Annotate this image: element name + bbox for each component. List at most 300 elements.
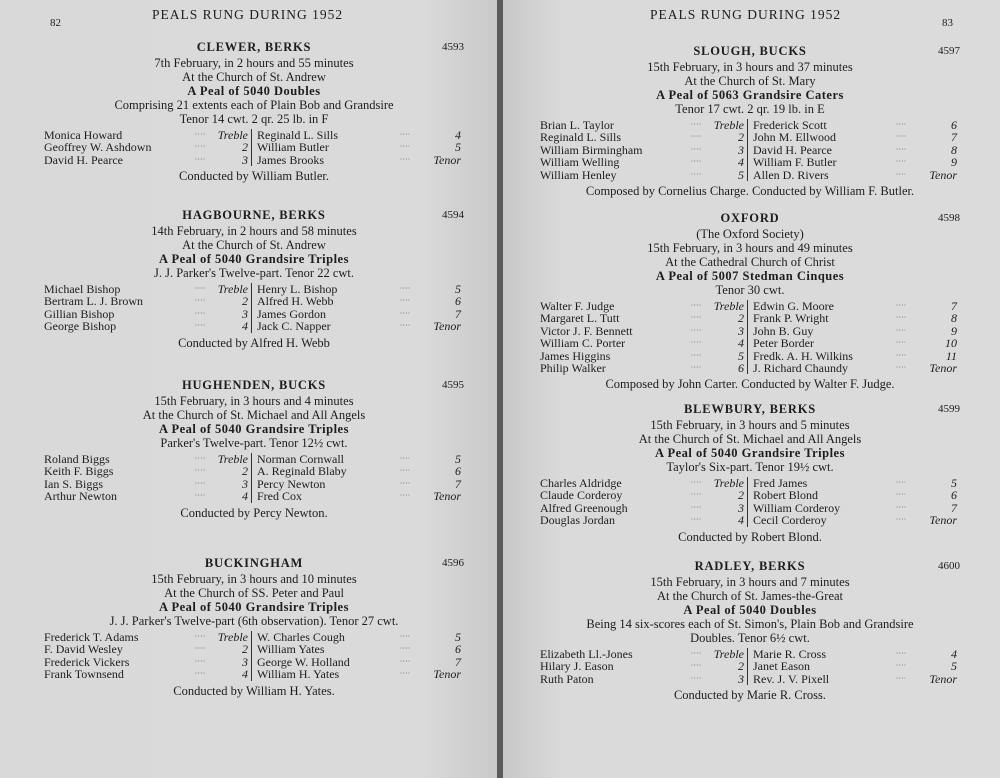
leader-dots: ···· — [194, 130, 206, 139]
ringer-name: Claude Corderoy — [540, 488, 623, 503]
band-list — [44, 631, 464, 681]
ringer-name: William Welling — [540, 155, 620, 170]
leader-dots: ···· — [690, 490, 702, 500]
peal-number: 4600 — [938, 560, 960, 572]
bell-position: 2 — [738, 311, 744, 326]
ringer-row — [753, 660, 960, 672]
ringer-row — [753, 362, 960, 374]
leader-dots: ···· — [194, 656, 206, 666]
leader-dots: ···· — [399, 491, 411, 501]
bell-position: 4 — [738, 155, 744, 170]
leader-dots: ···· — [194, 321, 206, 331]
ringer-name: William Yates — [257, 642, 325, 657]
peal-detail-line: 14th February, in 2 hours and 58 minutes — [151, 224, 357, 238]
peal-detail-line: At the Church of SS. Peter and Paul — [164, 586, 344, 600]
bell-position: Tenor — [929, 513, 957, 528]
leader-dots: ···· — [399, 142, 411, 152]
bell-position: 6 — [455, 642, 461, 657]
ringer-name: Frank P. Wright — [753, 311, 829, 326]
ringer-name: Victor J. F. Bennett — [540, 323, 633, 338]
band-column-left — [540, 300, 747, 374]
ringer-name: William Corderoy — [753, 500, 841, 515]
ringer-name: William Birmingham — [540, 142, 643, 157]
peal-detail-line: 15th February, in 3 hours and 5 minutes — [650, 418, 850, 432]
peal-detail-line: Tenor 17 cwt. 2 qr. 19 lb. in E — [675, 102, 825, 116]
leader-dots: ···· — [194, 308, 206, 318]
leader-dots: ···· — [895, 132, 907, 142]
ringer-name: Cecil Corderoy — [753, 513, 827, 528]
peal-detail-line: 15th February, in 3 hours and 37 minutes — [647, 60, 853, 74]
leader-dots: ···· — [895, 120, 907, 129]
leader-dots: ···· — [690, 502, 702, 512]
leader-dots: ···· — [194, 491, 206, 501]
band-column-left — [540, 119, 747, 181]
ringer-name: W. Charles Cough — [257, 630, 345, 644]
ringer-name: Jack C. Napper — [257, 319, 331, 334]
ringer-name: Keith F. Biggs — [44, 464, 114, 479]
ringer-name: Roland Biggs — [44, 452, 110, 466]
peal-header — [540, 44, 960, 60]
leader-dots: ···· — [194, 632, 206, 641]
ringer-name: Fredk. A. H. Wilkins — [753, 348, 853, 363]
band-column-left — [44, 453, 251, 503]
ringer-name: Margaret L. Tutt — [540, 311, 620, 326]
ringer-name: Peter Border — [753, 336, 814, 351]
conductor-line: Conducted by Robert Blond. — [678, 529, 822, 544]
band-list — [540, 648, 960, 685]
bell-position: Tenor — [929, 167, 957, 182]
leader-dots: ···· — [194, 454, 206, 463]
band-column-left — [540, 477, 747, 527]
leader-dots: ···· — [690, 120, 702, 129]
peal-place: SLOUGH, BUCKS — [693, 44, 807, 58]
ringer-row — [257, 141, 464, 153]
bell-position: 3 — [738, 671, 744, 686]
band-list — [540, 119, 960, 181]
leader-dots: ···· — [895, 490, 907, 500]
bell-position: Treble — [217, 128, 248, 142]
peal-detail-line: A Peal of 5040 Doubles — [187, 84, 321, 98]
peal-detail-line: At the Church of St. Michael and All Angels — [638, 432, 862, 446]
ringer-name: Percy Newton — [257, 476, 326, 491]
peal-entry — [44, 556, 464, 698]
ringer-name: Robert Blond — [753, 488, 818, 503]
ringer-name: James Higgins — [540, 348, 611, 363]
peal-header — [44, 556, 464, 572]
bell-position: 3 — [738, 142, 744, 157]
peal-detail-line: Taylor's Six-part. Tenor 19½ cwt. — [666, 460, 834, 474]
peal-place: RADLEY, BERKS — [694, 559, 806, 573]
ringer-name: Allen D. Rivers — [753, 167, 829, 182]
ringer-row — [257, 465, 464, 477]
band-column-left — [44, 631, 251, 681]
band-column-right — [251, 453, 464, 503]
peal-header — [540, 402, 960, 418]
ringer-row — [44, 154, 251, 166]
bell-position: Treble — [217, 452, 248, 466]
ringer-name: Michael Bishop — [44, 282, 121, 296]
leader-dots: ···· — [895, 350, 907, 360]
bell-position: 2 — [242, 140, 248, 155]
ringer-row — [753, 514, 960, 526]
bell-position: Tenor — [433, 319, 461, 334]
leader-dots: ···· — [690, 515, 702, 525]
leader-dots: ···· — [690, 325, 702, 335]
band-column-right — [251, 129, 464, 166]
bell-position: 4 — [455, 128, 461, 142]
ringer-row — [257, 490, 464, 502]
band-column-left — [44, 129, 251, 166]
ringer-row — [44, 643, 251, 655]
bell-position: 9 — [951, 323, 957, 338]
bell-position: 2 — [242, 464, 248, 479]
bell-position: 2 — [242, 294, 248, 309]
leader-dots: ···· — [690, 649, 702, 658]
peal-detail-line: At the Church of St. Andrew — [182, 238, 326, 252]
peal-place: BUCKINGHAM — [204, 556, 304, 570]
bell-position: 6 — [951, 118, 957, 132]
ringer-name: Bertram L. J. Brown — [44, 294, 143, 309]
bell-position: 7 — [455, 476, 461, 491]
peal-detail-line: At the Church of St. Andrew — [182, 70, 326, 84]
band-column-right — [747, 648, 960, 685]
bell-position: 5 — [455, 140, 461, 155]
peal-detail-line: A Peal of 5007 Stedman Cinques — [655, 269, 845, 283]
bell-position: 3 — [738, 500, 744, 515]
bell-position: 8 — [951, 311, 957, 326]
ringer-name: Elizabeth Ll.-Jones — [540, 647, 633, 661]
peal-detail-line: 7th February, in 2 hours and 55 minutes — [154, 56, 354, 70]
ringer-row — [753, 489, 960, 501]
leader-dots: ···· — [690, 144, 702, 154]
peal-entry — [540, 44, 960, 198]
ringer-name: Janet Eason — [753, 659, 810, 674]
peal-place: HUGHENDEN, BUCKS — [181, 378, 327, 392]
band-list — [540, 300, 960, 374]
band-column-right — [747, 477, 960, 527]
ringer-name: Geoffrey W. Ashdown — [44, 140, 152, 155]
peal-header — [540, 211, 960, 227]
leader-dots: ···· — [399, 466, 411, 476]
leader-dots: ···· — [399, 130, 411, 139]
bell-position: 4 — [951, 647, 957, 661]
ringer-row — [257, 154, 464, 166]
bell-position: 3 — [242, 152, 248, 167]
bell-position: 3 — [242, 306, 248, 321]
ringer-name: William H. Yates — [257, 667, 340, 682]
bell-position: 6 — [738, 361, 744, 376]
leader-dots: ···· — [399, 632, 411, 641]
leader-dots: ···· — [690, 673, 702, 683]
ringer-row — [540, 362, 747, 374]
leader-dots: ···· — [399, 308, 411, 318]
bell-position: Tenor — [929, 361, 957, 376]
ringer-row — [44, 320, 251, 332]
conductor-line: Composed by John Carter. Conducted by Walter F. Judge. — [605, 377, 895, 392]
ringer-name: Fred James — [753, 476, 808, 490]
peal-detail-line: At the Cathedral Church of Christ — [665, 255, 835, 269]
ringer-name: John B. Guy — [753, 323, 814, 338]
ringer-name: David H. Pearce — [44, 152, 123, 167]
page-number: 83 — [942, 17, 953, 29]
conductor-line: Conducted by William H. Yates. — [173, 683, 335, 698]
ringer-name: Gillian Bishop — [44, 306, 115, 321]
band-list — [540, 477, 960, 527]
ringer-row — [753, 312, 960, 324]
ringer-name: Frank Townsend — [44, 667, 124, 682]
ringer-name: A. Reginald Blaby — [257, 464, 347, 479]
bell-position: 3 — [242, 476, 248, 491]
leader-dots: ···· — [194, 296, 206, 306]
ringer-name: James Gordon — [257, 306, 326, 321]
ringer-row — [44, 490, 251, 502]
bell-position: 4 — [738, 336, 744, 351]
bell-position: Treble — [217, 282, 248, 296]
leader-dots: ···· — [690, 313, 702, 323]
bell-position: 2 — [242, 642, 248, 657]
ringer-row — [540, 169, 747, 181]
conductor-line: Conducted by Alfred H. Webb — [178, 335, 330, 350]
leader-dots: ···· — [895, 325, 907, 335]
peal-number: 4595 — [442, 379, 464, 391]
leader-dots: ···· — [194, 142, 206, 152]
leader-dots: ···· — [690, 350, 702, 360]
bell-position: 10 — [945, 336, 957, 351]
peal-place: BLEWBURY, BERKS — [684, 402, 816, 416]
conductor-line: Conducted by Marie R. Cross. — [673, 688, 827, 703]
ringer-row — [540, 156, 747, 168]
peal-number: 4594 — [442, 209, 464, 221]
page-number: 82 — [50, 17, 61, 29]
peal-detail-line: A Peal of 5040 Grandsire Triples — [159, 422, 349, 436]
ringer-row — [540, 673, 747, 685]
bell-position: 7 — [455, 306, 461, 321]
peal-header — [44, 208, 464, 224]
ringer-name: Frederick Scott — [753, 118, 827, 132]
peal-detail-line: 15th February, in 3 hours and 7 minutes — [650, 575, 850, 589]
bell-position: 4 — [242, 319, 248, 334]
band-column-left — [44, 283, 251, 333]
peal-entry — [540, 559, 960, 702]
ringer-name: Fred Cox — [257, 489, 302, 504]
bell-position: 5 — [455, 452, 461, 466]
right-page — [503, 0, 1000, 778]
ringer-row — [540, 131, 747, 143]
ringer-name: George W. Holland — [257, 654, 350, 669]
leader-dots: ···· — [690, 169, 702, 179]
leader-dots: ···· — [895, 363, 907, 373]
leader-dots: ···· — [690, 157, 702, 167]
bell-position: 2 — [738, 659, 744, 674]
bell-position: Tenor — [433, 152, 461, 167]
leader-dots: ···· — [690, 478, 702, 487]
leader-dots: ···· — [399, 284, 411, 293]
ringer-name: Frederick T. Adams — [44, 630, 139, 644]
ringer-name: Alfred H. Webb — [257, 294, 334, 309]
ringer-name: Charles Aldridge — [540, 476, 622, 490]
peal-detail-line: Tenor 14 cwt. 2 qr. 25 lb. in F — [179, 112, 329, 126]
peal-detail-line: (The Oxford Society) — [696, 227, 804, 241]
leader-dots: ···· — [399, 644, 411, 654]
peal-number: 4593 — [442, 41, 464, 53]
bell-position: 5 — [951, 476, 957, 490]
bell-position: 5 — [738, 348, 744, 363]
ringer-name: John M. Ellwood — [753, 130, 837, 145]
ringer-row — [44, 141, 251, 153]
bell-position: 5 — [738, 167, 744, 182]
ringer-name: William Henley — [540, 167, 617, 182]
conductor-line: Composed by Cornelius Charge. Conducted by William F. Butler. — [585, 184, 915, 199]
bell-position: 11 — [945, 348, 957, 363]
peal-detail-line: A Peal of 5063 Grandsire Caters — [656, 88, 844, 102]
leader-dots: ···· — [895, 478, 907, 487]
left-page — [0, 0, 497, 778]
band-list — [44, 129, 464, 166]
leader-dots: ···· — [399, 321, 411, 331]
peal-detail-line: At the Church of St. Mary — [684, 74, 816, 88]
band-column-right — [251, 283, 464, 333]
leader-dots: ···· — [399, 296, 411, 306]
ringer-row — [540, 514, 747, 526]
running-head: PEALS RUNG DURING 1952 — [152, 7, 344, 22]
peal-detail-line: Parker's Twelve-part. Tenor 12½ cwt. — [160, 436, 348, 450]
ringer-row — [257, 668, 464, 680]
peal-detail-line: A Peal of 5040 Grandsire Triples — [159, 600, 349, 614]
bell-position: 7 — [951, 130, 957, 145]
bell-position: Treble — [713, 647, 744, 661]
peal-number: 4597 — [938, 45, 960, 57]
leader-dots: ···· — [895, 661, 907, 671]
ringer-name: Norman Cornwall — [257, 452, 344, 466]
peal-detail-line: Doubles. Tenor 6½ cwt. — [690, 631, 810, 645]
ringer-row — [257, 295, 464, 307]
leader-dots: ···· — [399, 154, 411, 164]
ringer-row — [540, 337, 747, 349]
ringer-name: Hilary J. Eason — [540, 659, 614, 674]
bell-position: 6 — [455, 294, 461, 309]
ringer-row — [540, 489, 747, 501]
leader-dots: ···· — [895, 649, 907, 658]
leader-dots: ···· — [690, 363, 702, 373]
peal-detail-line: 15th February, in 3 hours and 10 minutes — [151, 572, 357, 586]
ringer-name: William Butler — [257, 140, 329, 155]
band-column-right — [747, 300, 960, 374]
band-column-right — [747, 119, 960, 181]
peal-header — [44, 378, 464, 394]
peal-entry — [44, 208, 464, 350]
bell-position: 2 — [738, 488, 744, 503]
ringer-name: Philip Walker — [540, 361, 606, 376]
peal-entry — [540, 402, 960, 544]
peal-header — [44, 40, 464, 56]
bell-position: 3 — [738, 323, 744, 338]
ringer-row — [753, 337, 960, 349]
ringer-name: Frederick Vickers — [44, 654, 130, 669]
ringer-name: Rev. J. V. Pixell — [753, 671, 830, 686]
leader-dots: ···· — [690, 301, 702, 310]
leader-dots: ···· — [399, 656, 411, 666]
leader-dots: ···· — [194, 669, 206, 679]
ringer-name: Brian L. Taylor — [540, 118, 614, 132]
ringer-name: F. David Wesley — [44, 642, 123, 657]
ringer-name: William F. Butler — [753, 155, 837, 170]
bell-position: Treble — [713, 299, 744, 313]
peal-detail-line: A Peal of 5040 Doubles — [683, 603, 817, 617]
bell-position: Treble — [713, 118, 744, 132]
band-column-left — [540, 648, 747, 685]
peal-entry — [540, 211, 960, 391]
bell-position: 7 — [455, 654, 461, 669]
peal-detail-line: Comprising 21 extents each of Plain Bob and Grandsire — [114, 98, 394, 112]
bell-position: 6 — [455, 464, 461, 479]
peal-header — [540, 559, 960, 575]
leader-dots: ···· — [399, 669, 411, 679]
peal-place: CLEWER, BERKS — [196, 40, 312, 54]
ringer-name: James Brooks — [257, 152, 324, 167]
peal-place: OXFORD — [720, 211, 780, 225]
leader-dots: ···· — [399, 478, 411, 488]
ringer-row — [44, 668, 251, 680]
conductor-line: Conducted by William Butler. — [179, 169, 329, 184]
leader-dots: ···· — [194, 466, 206, 476]
leader-dots: ···· — [895, 313, 907, 323]
bell-position: 3 — [242, 654, 248, 669]
bell-position: 5 — [951, 659, 957, 674]
ringer-row — [753, 673, 960, 685]
peal-detail-line: 15th February, in 3 hours and 4 minutes — [154, 394, 354, 408]
bell-position: Treble — [713, 476, 744, 490]
bell-position: 4 — [242, 667, 248, 682]
ringer-row — [540, 660, 747, 672]
ringer-name: Arthur Newton — [44, 489, 117, 504]
peal-detail-line: At the Church of St. Michael and All Angels — [142, 408, 366, 422]
ringer-name: Douglas Jordan — [540, 513, 615, 528]
bell-position: Tenor — [433, 667, 461, 682]
ringer-name: Edwin G. Moore — [753, 299, 834, 313]
ringer-row — [44, 295, 251, 307]
bell-position: 7 — [951, 500, 957, 515]
ringer-name: Monica Howard — [44, 128, 123, 142]
ringer-name: Alfred Greenough — [540, 500, 628, 515]
bell-position: Treble — [217, 630, 248, 644]
ringer-row — [753, 169, 960, 181]
ringer-name: Ian S. Biggs — [44, 476, 104, 491]
leader-dots: ···· — [194, 154, 206, 164]
leader-dots: ···· — [194, 284, 206, 293]
ringer-name: William C. Porter — [540, 336, 626, 351]
ringer-name: Walter F. Judge — [540, 299, 615, 313]
ringer-name: George Bishop — [44, 319, 117, 334]
ringer-name: J. Richard Chaundy — [753, 361, 848, 376]
ringer-row — [753, 131, 960, 143]
bell-position: 8 — [951, 142, 957, 157]
ringer-row — [257, 643, 464, 655]
band-column-right — [251, 631, 464, 681]
ringer-name: David H. Pearce — [753, 142, 832, 157]
peal-detail-line: Being 14 six-scores each of St. Simon's, Plain Bob and Grandsire — [586, 617, 914, 631]
peal-entry — [44, 40, 464, 183]
peal-entry — [44, 378, 464, 520]
ringer-row — [44, 465, 251, 477]
ringer-row — [540, 312, 747, 324]
bell-position: 4 — [738, 513, 744, 528]
bell-position: 7 — [951, 299, 957, 313]
leader-dots: ···· — [895, 515, 907, 525]
leader-dots: ···· — [895, 673, 907, 683]
ringer-name: Reginald L. Sills — [257, 128, 338, 142]
band-list — [44, 453, 464, 503]
peal-number: 4599 — [938, 403, 960, 415]
